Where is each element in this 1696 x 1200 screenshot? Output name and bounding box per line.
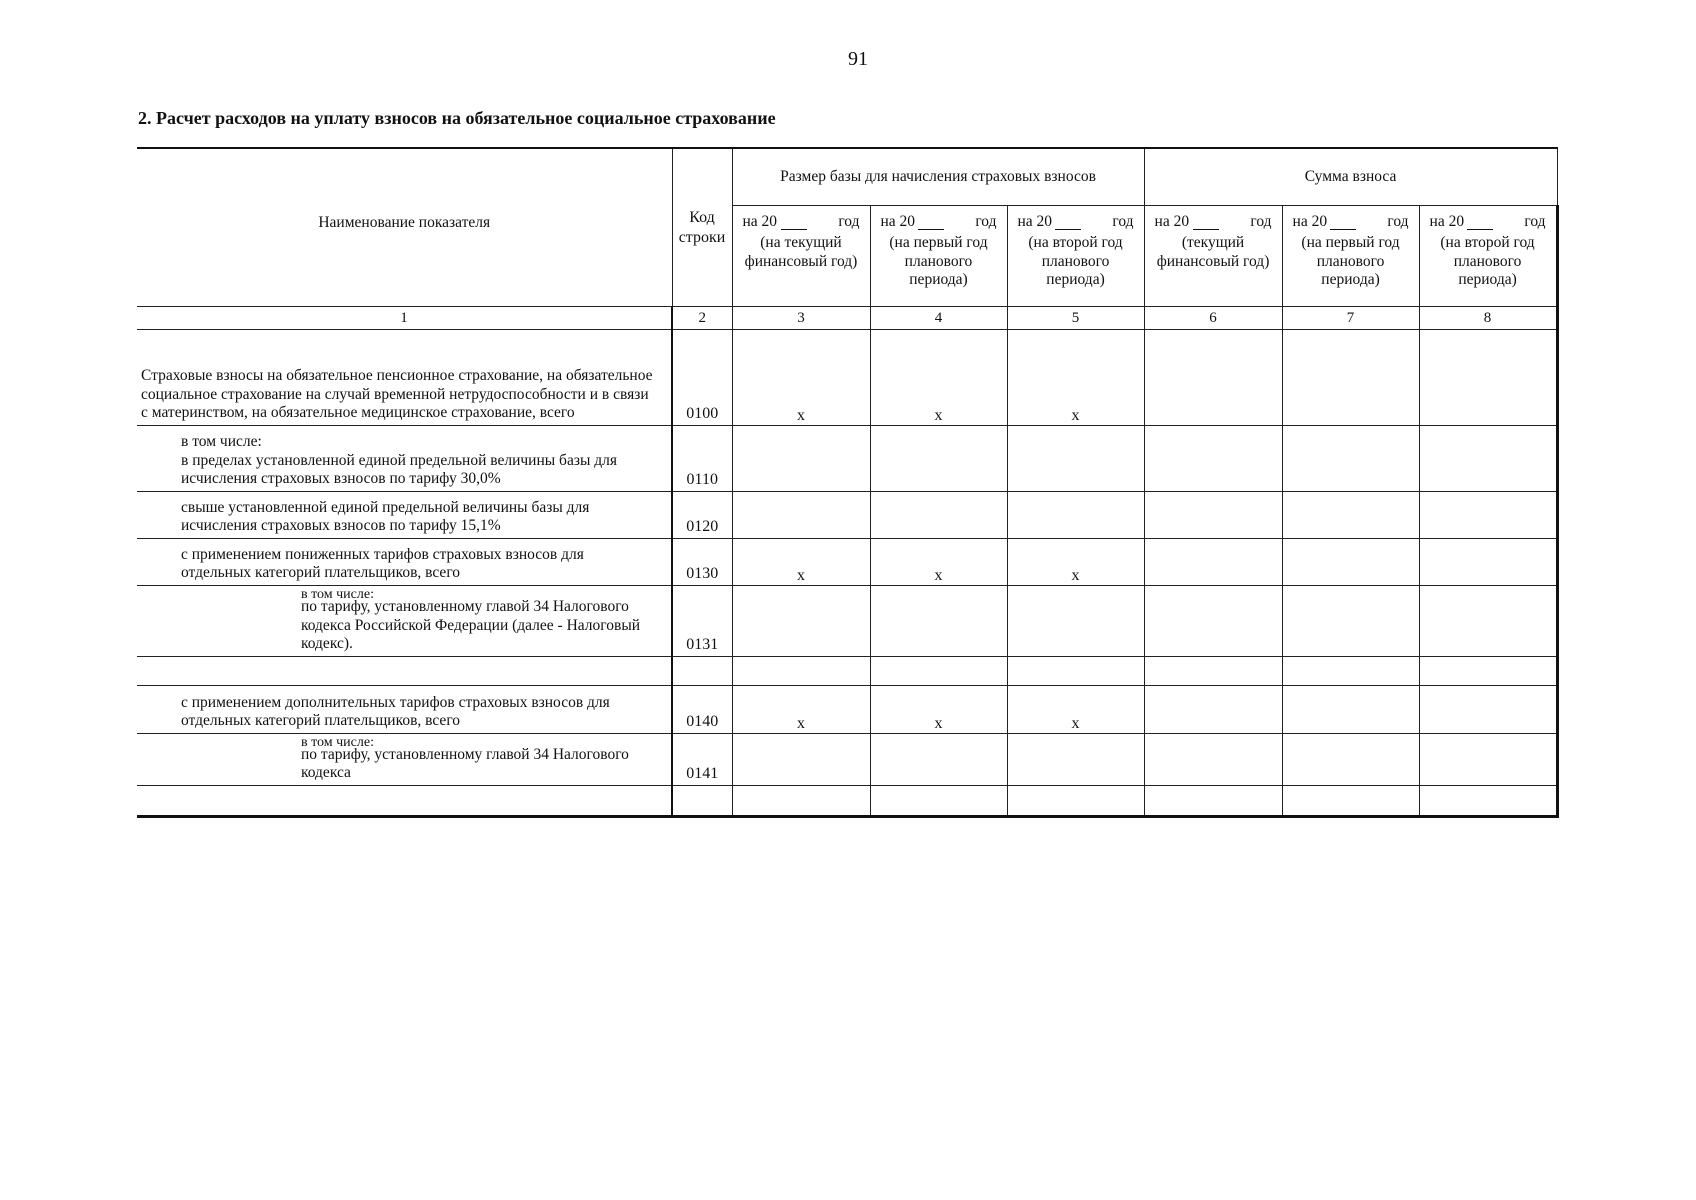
not-applicable-mark: x [1007, 685, 1144, 733]
table-row [137, 539, 1557, 586]
value-cell[interactable] [1007, 426, 1144, 492]
table-row [137, 656, 1557, 685]
page-number: 91 [848, 48, 868, 70]
value-cell[interactable] [1144, 733, 1282, 785]
value-cell[interactable] [1282, 733, 1419, 785]
value-cell[interactable] [1144, 685, 1282, 733]
value-cell[interactable] [732, 733, 870, 785]
not-applicable-mark: x [870, 685, 1007, 733]
value-cell[interactable] [1419, 492, 1557, 539]
year-suffix: год [1387, 213, 1409, 231]
table-row [137, 785, 1557, 816]
row-code [672, 656, 732, 685]
column-number: 4 [870, 307, 1007, 330]
value-cell[interactable] [1419, 330, 1557, 426]
row-code: 0110 [672, 426, 732, 492]
column-number: 3 [732, 307, 870, 330]
year-prefix: на 20 [742, 213, 778, 231]
value-cell[interactable] [1419, 426, 1557, 492]
year-suffix: год [1524, 213, 1546, 231]
indicator-name [137, 492, 672, 539]
value-cell[interactable] [870, 492, 1007, 539]
not-applicable-mark: x [1007, 539, 1144, 586]
year-prefix: на 20 [1017, 213, 1053, 231]
year-prefix: на 20 [1429, 213, 1465, 231]
year-suffix: год [1250, 213, 1272, 231]
table-row [137, 586, 1557, 657]
value-cell[interactable] [1144, 492, 1282, 539]
section-title: 2. Расчет расходов на уплату взносов на обязательное социальное страхование [138, 108, 776, 128]
value-cell[interactable] [870, 586, 1007, 657]
indicator-text: с применением дополнительных тарифов страховых взносов для отдельных категорий плательщиков, всего [181, 693, 610, 730]
indicator-text: в том числе: в пределах установленной единой предельной величины базы для исчисления страховых взносов по тарифу 30,0% [181, 433, 617, 488]
indicator-text: Страховые взносы на обязательное пенсионное страхование, на обязательное социальное страхование на случай временной нетрудоспособности и в связи с материнством, на обязательное медицинское страхование, всего [141, 367, 653, 422]
column-number: 5 [1007, 307, 1144, 330]
year-blank[interactable] [1193, 215, 1219, 230]
value-cell[interactable] [1419, 586, 1557, 657]
value-cell[interactable] [1282, 785, 1419, 816]
value-cell[interactable] [870, 656, 1007, 685]
not-applicable-mark: x [732, 539, 870, 586]
indicator-text: с применением пониженных тарифов страховых взносов для отдельных категорий плательщиков, всего [181, 545, 584, 582]
value-cell[interactable] [1144, 426, 1282, 492]
value-cell[interactable] [1282, 685, 1419, 733]
not-applicable-mark: x [870, 330, 1007, 426]
row-code: 0140 [672, 685, 732, 733]
value-cell[interactable] [1419, 685, 1557, 733]
contributions-table [137, 147, 1559, 818]
value-cell[interactable] [1282, 586, 1419, 657]
value-cell[interactable] [732, 785, 870, 816]
year-suffix: год [975, 213, 997, 231]
column-number: 7 [1282, 307, 1419, 330]
header-year-col-4 [870, 206, 1007, 307]
header-year-col-8 [1419, 206, 1557, 307]
value-cell[interactable] [1007, 586, 1144, 657]
period-note: (на второй год планового периода) [1028, 234, 1123, 289]
value-cell[interactable] [732, 656, 870, 685]
row-code: 0130 [672, 539, 732, 586]
indicator-name [137, 685, 672, 733]
value-cell[interactable] [732, 426, 870, 492]
column-number: 8 [1419, 307, 1557, 330]
value-cell[interactable] [1007, 733, 1144, 785]
column-number: 2 [672, 307, 732, 330]
header-code: Код строки [672, 148, 732, 307]
value-cell[interactable] [1144, 330, 1282, 426]
value-cell[interactable] [870, 733, 1007, 785]
period-note: (на первый год планового периода) [889, 234, 988, 289]
value-cell[interactable] [1007, 492, 1144, 539]
indicator-name [137, 656, 672, 685]
year-prefix: на 20 [1292, 213, 1328, 231]
period-note: (текущий финансовый год) [1156, 234, 1270, 270]
period-note: (на первый год планового периода) [1301, 234, 1400, 289]
indicator-text: по тарифу, установленному главой 34 Налогового кодекса Российской Федерации (далее - Налоговый кодекс). [301, 598, 641, 653]
year-blank[interactable] [1330, 215, 1356, 230]
column-number: 6 [1144, 307, 1282, 330]
period-note: (на текущий финансовый год) [744, 234, 858, 270]
sub-note: в том числе: [301, 737, 374, 746]
value-cell[interactable] [1419, 539, 1557, 586]
year-suffix: год [838, 213, 860, 231]
indicator-text: по тарифу, установленному главой 34 Налогового кодекса [301, 745, 629, 782]
row-code: 0131 [672, 586, 732, 657]
indicator-name [137, 330, 672, 426]
header-group-sum: Сумма взноса [1144, 148, 1557, 206]
year-blank[interactable] [1467, 215, 1493, 230]
indicator-text: свыше установленной единой предельной величины базы для исчисления страховых взносов по тарифу 15,1% [181, 498, 590, 535]
period-note: (на второй год планового периода) [1440, 234, 1535, 289]
row-code: 0100 [672, 330, 732, 426]
table-row [137, 685, 1557, 733]
year-blank[interactable] [1055, 215, 1081, 230]
value-cell[interactable] [1419, 656, 1557, 685]
header-year-col-5 [1007, 206, 1144, 307]
header-year-col-7 [1282, 206, 1419, 307]
indicator-name [137, 733, 672, 785]
value-cell[interactable] [870, 426, 1007, 492]
not-applicable-mark: x [732, 330, 870, 426]
table-row [137, 330, 1557, 426]
year-blank[interactable] [781, 215, 807, 230]
year-prefix: на 20 [1154, 213, 1190, 231]
value-cell[interactable] [1282, 330, 1419, 426]
table-row [137, 426, 1557, 492]
not-applicable-mark: x [732, 685, 870, 733]
indicator-name [137, 539, 672, 586]
year-suffix: год [1112, 213, 1134, 231]
value-cell[interactable] [1282, 539, 1419, 586]
header-name: Наименование показателя [137, 148, 672, 307]
value-cell[interactable] [1007, 785, 1144, 816]
header-group-base: Размер базы для начисления страховых взносов [732, 148, 1144, 206]
not-applicable-mark: x [1007, 330, 1144, 426]
value-cell[interactable] [732, 586, 870, 657]
value-cell[interactable] [1419, 733, 1557, 785]
value-cell[interactable] [870, 785, 1007, 816]
not-applicable-mark: x [870, 539, 1007, 586]
value-cell[interactable] [1007, 656, 1144, 685]
header-year-col-6 [1144, 206, 1282, 307]
value-cell[interactable] [1282, 492, 1419, 539]
value-cell[interactable] [1282, 656, 1419, 685]
header-year-col-3 [732, 206, 870, 307]
value-cell[interactable] [1282, 426, 1419, 492]
year-prefix: на 20 [880, 213, 916, 231]
table-row [137, 492, 1557, 539]
value-cell[interactable] [1144, 785, 1282, 816]
indicator-name [137, 785, 672, 816]
value-cell[interactable] [1144, 539, 1282, 586]
column-number: 1 [137, 307, 672, 330]
table-row [137, 733, 1557, 785]
sub-note: в том числе: [301, 590, 374, 598]
indicator-name [137, 426, 672, 492]
indicator-name [137, 586, 672, 657]
row-code [672, 785, 732, 816]
year-blank[interactable] [918, 215, 944, 230]
value-cell[interactable] [1144, 586, 1282, 657]
value-cell[interactable] [1144, 656, 1282, 685]
value-cell[interactable] [732, 492, 870, 539]
row-code: 0120 [672, 492, 732, 539]
value-cell[interactable] [1419, 785, 1557, 816]
row-code: 0141 [672, 733, 732, 785]
